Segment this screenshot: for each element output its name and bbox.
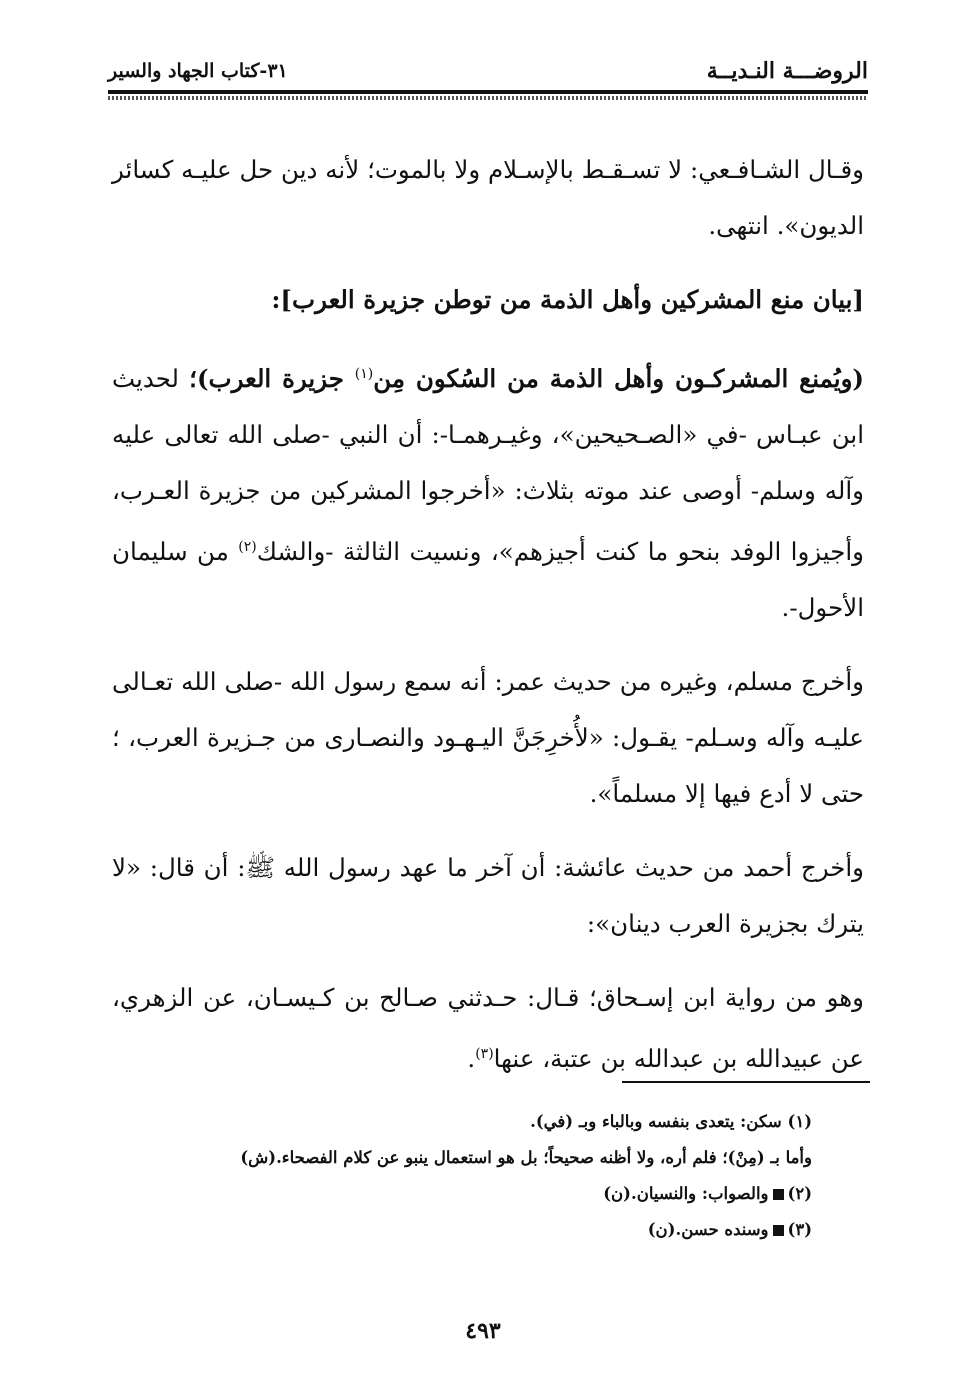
main-text [112, 142, 864, 1105]
paragraph-2 [112, 346, 864, 636]
paragraph-2-text: لحديث ابن عبـاس -في «الصـحيحين»، وغيـرهمـا-: أن النبي -صلى الله تعالى عليه وآله وسلم- أوصى عند موته بثلاث: «أخرجوا المشركين من جزيرة العـرب، وأجيزوا الوفد بنحو ما كنت أجيزهم»، ونسيت الثالثة -والشك [112, 364, 864, 567]
square-marker-icon [773, 1225, 784, 1236]
section-heading: [بيان منع المشركين وأهل الذمة من توطن جزيرة العرب]: [271, 285, 864, 314]
chapter-title: ٣١-كتاب الجهاد والسير [108, 60, 288, 82]
book-title: الروضـــة النـديــة [706, 58, 868, 84]
paragraph-2-end: من سليمان الأحول-. [112, 537, 864, 623]
paragraph-5-end: . [467, 1044, 476, 1074]
footnote-1: (١) سكن: يتعدى بنفسه وبالباء وبـ (في). [530, 1112, 812, 1131]
page-number: ٤٩٣ [465, 1318, 501, 1344]
paragraph-4: وأخرج أحمد من حديث عائشة: أن آخر ما عهد رسول الله ﷺ: أن قال: «لا يترك بجزيرة العرب دينان»: [112, 853, 864, 939]
footnote-2-number: (٢) [787, 1184, 812, 1203]
footnotes [150, 1104, 812, 1248]
footnote-ref-1: (١) [354, 366, 374, 382]
footnote-3-text: وسنده حسن.(ن) [647, 1220, 769, 1239]
footnote-3-number: (٣) [787, 1220, 812, 1239]
footnote-ref-3: (٣) [475, 1046, 494, 1063]
matn-quote-end: جزيرة العرب)؛ [189, 364, 355, 394]
paragraph-5 [112, 970, 864, 1087]
header-dotted-rule [108, 96, 868, 100]
footnote-2-text: والصواب: والنسيان.(ن) [603, 1184, 769, 1203]
footnote-3 [150, 1212, 812, 1248]
running-header [108, 50, 868, 98]
square-marker-icon [773, 1189, 784, 1200]
footnote-ref-2: (٢) [238, 539, 257, 556]
header-rule [108, 90, 868, 94]
paragraph-1: وقـال الشـافـعي: لا تسـقـط بالإسـلام ولا بالموت؛ لأنه دين حل عليـه كسائر الديون». انتهى. [112, 155, 864, 240]
paragraph-5-text: وهو من رواية ابن إسـحاق؛ قـال: حـدثني صـالح بن كـيسـان، عن الزهري، عن عبيدالله بن عبدالله بن عتبة، عنها [112, 983, 864, 1074]
footnote-2 [150, 1176, 812, 1212]
footnote-separator [622, 1081, 870, 1083]
footnote-1-continued: وأما بـ (مِنْ)؛ فلم أره، ولا أظنه صحيحاً؛ بل هو استعمال ينبو عن كلام الفصحاء.(ش) [240, 1148, 812, 1167]
matn-quote: (ويُمنع المشركـون وأهل الذمة من السُكون مِن [373, 364, 864, 394]
paragraph-3: وأخرج مسلم، وغيره من حديث عمر: أنه سمع رسول الله -صلى الله تعـالى عليـه وآله وسـلم- يقـول: «لأُخرِجَنَّ اليـهـود والنصـارى من جـزيرة العرب، ؛ حتى لا أدع فيها إلا مسلماً». [112, 667, 864, 809]
